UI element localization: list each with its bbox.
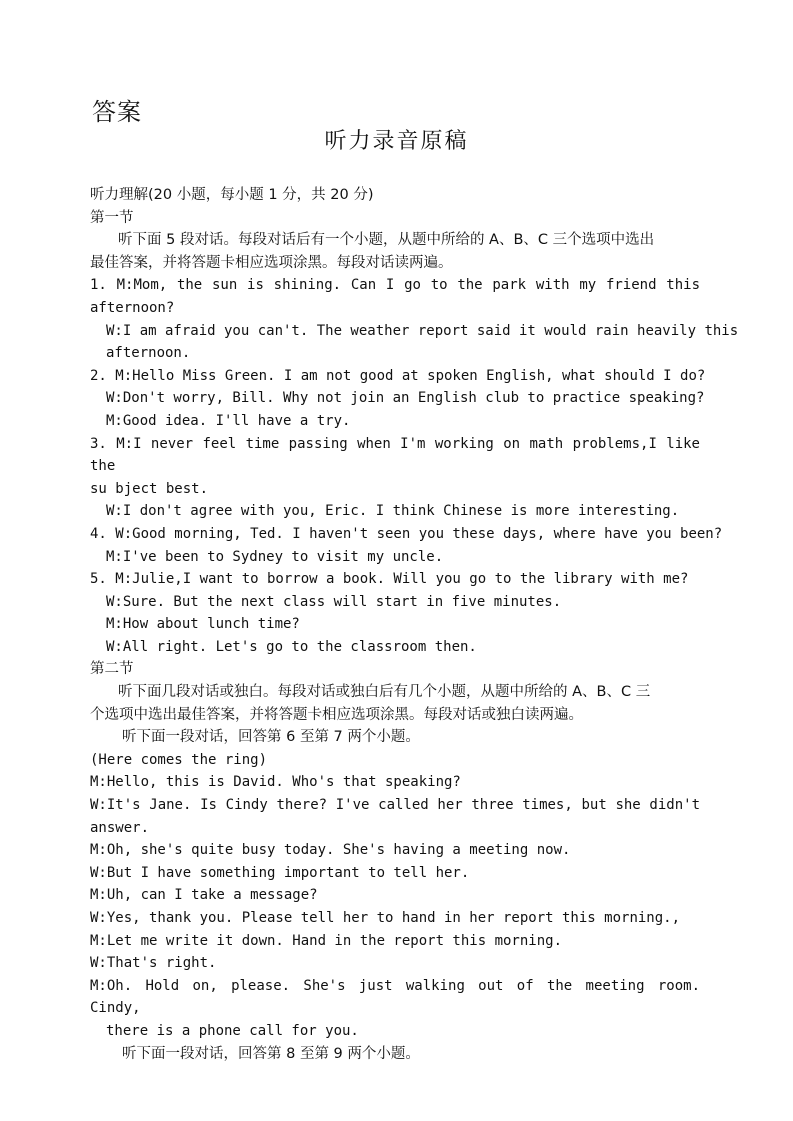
ring-note: (Here comes the ring) bbox=[90, 751, 268, 768]
d1-line6: W:Yes, thank you. Please tell her to hand in her report this morning., bbox=[90, 910, 681, 926]
d1-line1: M:Hello, this is David. Who's that speaking? bbox=[90, 774, 461, 791]
q2-w-line: W:Don't worry, Bill. Why not join an English club to practice speaking? bbox=[106, 390, 705, 407]
q2-m2-line: M:Good idea. I'll have a try. bbox=[106, 412, 351, 429]
q3-m-line2: su bject best. bbox=[90, 480, 209, 497]
d1-line7: M:Let me write it down. Hand in the report this morning. bbox=[90, 932, 563, 949]
page-title: 听力录音原稿 bbox=[324, 129, 469, 154]
q5-w2-line: W:All right. Let's go to the classroom then. bbox=[106, 638, 477, 655]
q5-w-line: W:Sure. But the next class will start in five minutes. bbox=[106, 593, 562, 610]
d1-line4: W:But I have something important to tell her. bbox=[90, 864, 470, 881]
q3-m-line1: 3. M:I never feel time passing when I'm working on math problems,I like the bbox=[90, 435, 700, 475]
d1-line8: W:That's right. bbox=[90, 955, 217, 972]
d1-line2a: W:It's Jane. Is Cindy there? I've called her three times, but she didn't bbox=[90, 797, 700, 814]
q5-m-line: 5. M:Julie,I want to borrow a book. Will you go to the library with me? bbox=[90, 571, 689, 588]
q3-w-line: W:I don't agree with you, Eric. I think Chinese is more interesting. bbox=[106, 503, 680, 520]
q1-w-line1: W:I am afraid you can't. The weather report said it would rain heavily this bbox=[106, 322, 739, 339]
part2-label: 第二节 bbox=[90, 661, 134, 678]
q4-w-line: 4. W:Good morning, Ted. I haven't seen you these days, where have you been? bbox=[90, 525, 723, 542]
part1-label: 第一节 bbox=[90, 209, 134, 226]
document-body bbox=[90, 184, 739, 1065]
d1-line3: M:Oh, she's quite busy today. She's having a meeting now. bbox=[90, 842, 571, 859]
q1-m-line1: 1. M:Mom, the sun is shining. Can I go to the park with my friend this bbox=[90, 277, 700, 294]
q1-w-line2: afternoon. bbox=[106, 345, 191, 362]
dialog1-intro: 听下面一段对话，回答第 6 至第 7 两个小题。 bbox=[122, 729, 420, 746]
q2-m-line: 2. M:Hello Miss Green. I am not good at spoken English, what should I do? bbox=[90, 367, 706, 384]
part2-instruction-line2: 个选项中选出最佳答案，并将答题卡相应选项涂黑。每段对话或独白读两遍。 bbox=[90, 706, 583, 723]
q4-m-line: M:I've been to Sydney to visit my uncle. bbox=[106, 548, 444, 565]
q5-m2-line: M:How about lunch time? bbox=[106, 616, 300, 633]
answer-label: 答案 bbox=[92, 98, 142, 126]
d1-line5: M:Uh, can I take a message? bbox=[90, 887, 318, 904]
d1-line9a: M:Oh. Hold on, please. She's just walking out of the meeting room. Cindy, bbox=[90, 977, 700, 1017]
part1-instruction-line2: 最佳答案，并将答题卡相应选项涂黑。每段对话读两遍。 bbox=[90, 254, 453, 271]
dialog2-intro: 听下面一段对话，回答第 8 至第 9 两个小题。 bbox=[122, 1045, 420, 1062]
part1-instruction-line1: 听下面 5 段对话。每段对话后有一个小题，从题中所给的 A、B、C 三个选项中选出 bbox=[118, 232, 655, 249]
section-heading: 听力理解(20 小题，每小题 1 分，共 20 分) bbox=[90, 187, 374, 203]
d1-line9b: there is a phone call for you. bbox=[106, 1022, 359, 1039]
d1-line2b: answer. bbox=[90, 819, 150, 836]
part2-instruction-line1: 听下面几段对话或独白。每段对话或独白后有几个小题，从题中所给的 A、B、C 三 bbox=[118, 684, 651, 701]
q1-m-line2: afternoon? bbox=[90, 299, 175, 316]
